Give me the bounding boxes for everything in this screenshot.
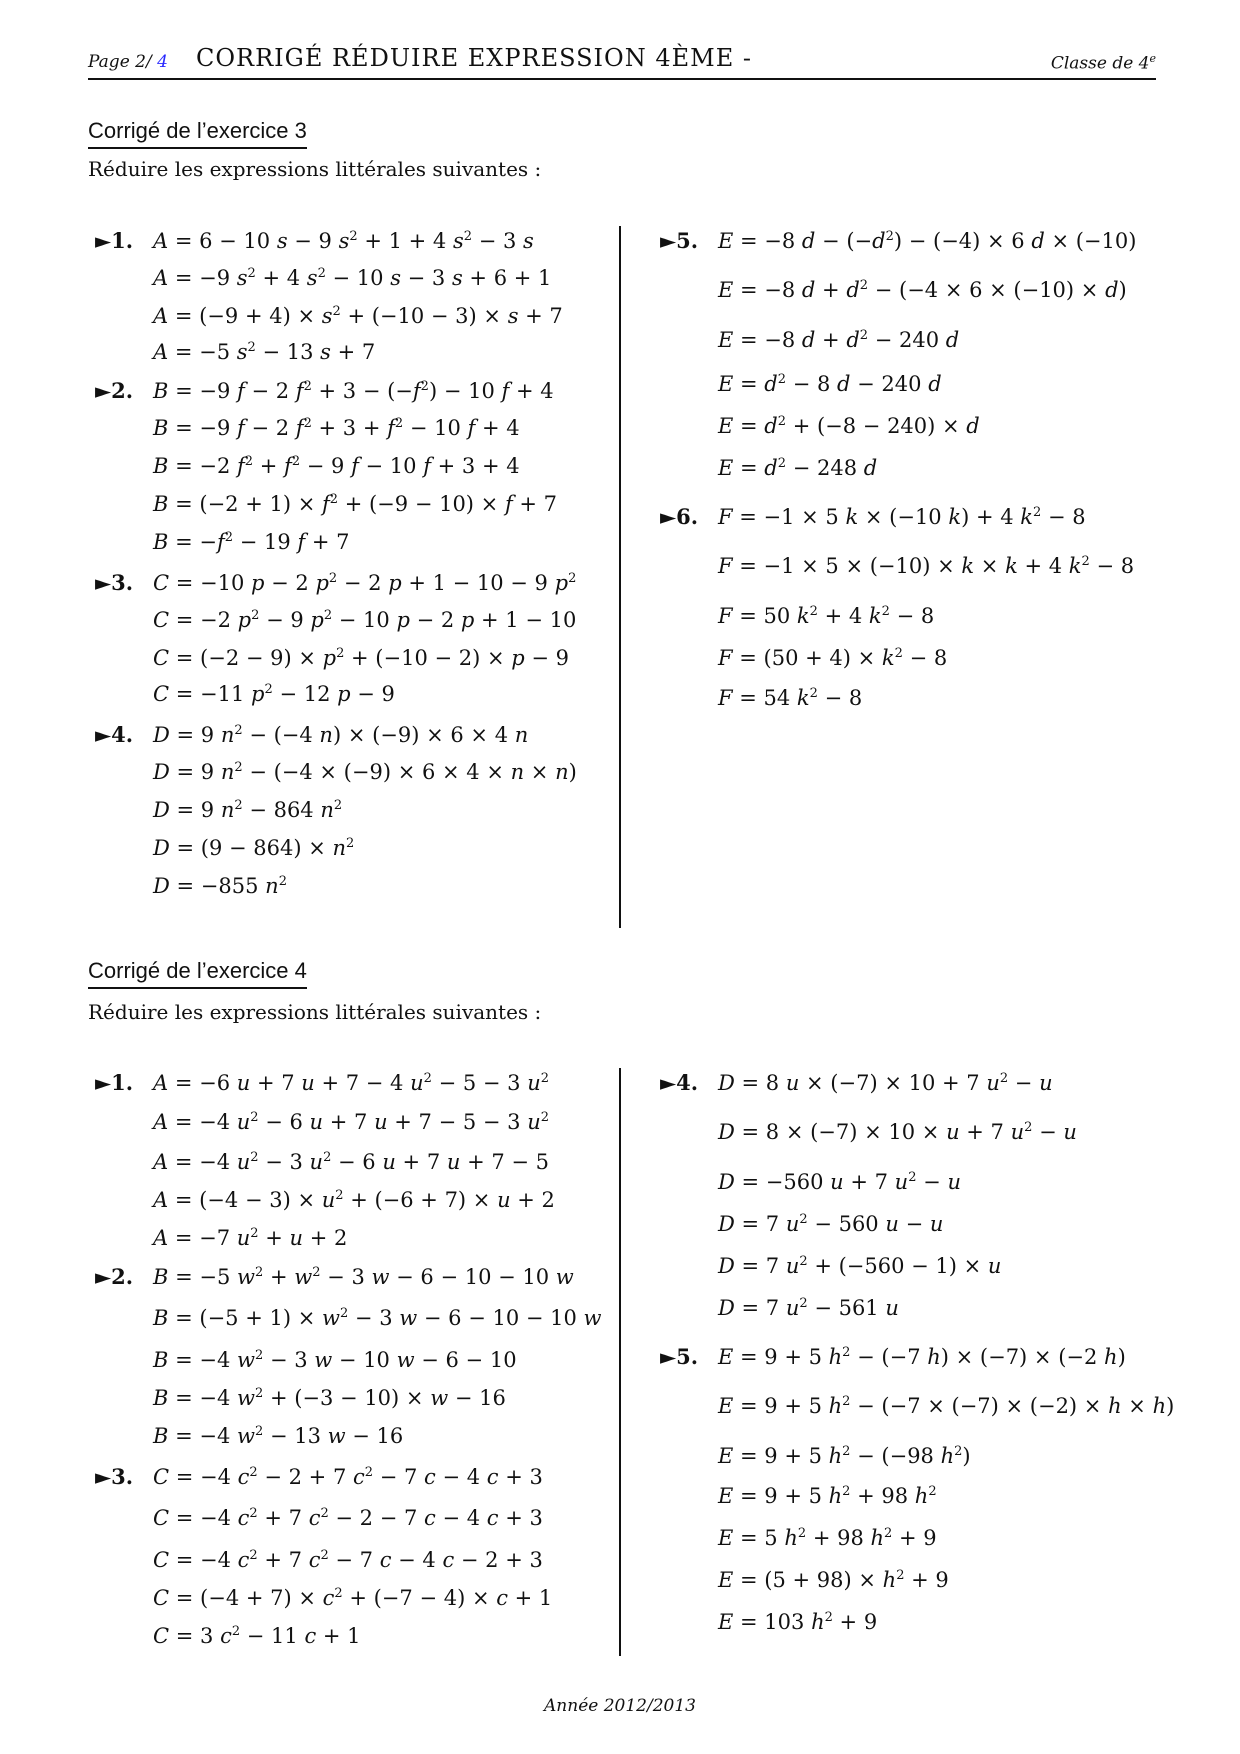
equation: $E = d^2 - 248$ d [718, 456, 878, 480]
question-number: ►6. [660, 504, 699, 529]
step-line [153, 304, 563, 328]
equation: C = −4 $c^2 + 7$ $c^2 - 2 - 7$ c − 4 c + 3 [153, 1506, 543, 1530]
question-number: ►2. [95, 378, 134, 403]
step-line [153, 1548, 543, 1572]
equation: E = 9 + 5 $h^2 - (-7$ h) × (−7) × (−2 h) [718, 1345, 1126, 1369]
equation: B = −9 f − 2 $f^2 + 3 + f^2 - 10$ f + 4 [153, 416, 520, 440]
step-line [718, 1212, 943, 1236]
equation: C = −4 $c^2 - 2 + 7$ $c^2 - 7$ c − 4 c + 3 [153, 1465, 543, 1489]
step-line [718, 604, 934, 628]
question-line [660, 1344, 1126, 1369]
step-line [718, 328, 959, 352]
step-line [153, 1110, 549, 1134]
question-number: ►2. [95, 1264, 134, 1289]
equation: $D = (9 - 864) \times n^2$ [153, 836, 355, 860]
question-line [95, 1264, 574, 1289]
question-line [95, 722, 528, 747]
equation: $F = (50 + 4) \times k^2 - 8$ [718, 646, 948, 670]
exercise-3-instruction: Réduire les expressions littérales suivantes : [88, 157, 542, 181]
equation: F = −1 × 5 k × (−10 k) + 4 $k^2 - 8$ [718, 505, 1086, 529]
equation: B = −5 $w^2 + w^2 - 3$ w − 6 − 10 − 10 w [153, 1265, 574, 1289]
equation: D = 9 $n^2 - 864$ $n^2$ [153, 798, 343, 822]
equation: B = −4 $w^2 - 3$ w − 10 w − 6 − 10 [153, 1348, 517, 1372]
step-line [718, 456, 877, 480]
step-line [718, 1120, 1077, 1144]
step-line [153, 1424, 403, 1448]
equation: C = −4 $c^2 + 7$ $c^2 - 7$ c − 4 c − 2 + 3 [153, 1548, 543, 1572]
step-line [153, 1386, 506, 1410]
step-line [153, 1306, 602, 1330]
step-line [153, 1506, 543, 1530]
step-line [718, 372, 942, 396]
equation: D = 8 × (−7) × 10 × u + 7 $u^2 - u$ [718, 1120, 1077, 1144]
question-number: ►4. [660, 1070, 699, 1095]
step-line [153, 416, 520, 440]
step-line [153, 1188, 555, 1212]
equation: B = −9 f − 2 $f^2 + 3 - (-f^2) - 10$ f + 4 [153, 379, 554, 403]
equation: D = −560 u + 7 $u^2 - u$ [718, 1170, 961, 1194]
step-line [153, 760, 577, 784]
question-line [95, 570, 576, 595]
step-line [718, 1568, 949, 1592]
column-divider [619, 226, 621, 928]
question-line [95, 228, 534, 253]
equation: C = −11 $p^2 - 12$ p − 9 [153, 682, 395, 706]
step-line [153, 454, 520, 478]
step-line [153, 266, 551, 290]
step-line [153, 874, 287, 898]
step-line [718, 1444, 971, 1468]
step-line [153, 798, 342, 822]
page-number: Page 2/ 4 [88, 52, 168, 72]
step-line [718, 554, 1134, 578]
equation: F = −1 × 5 × (−10) × k × k + 4 $k^2 - 8$ [718, 554, 1135, 578]
equation: E = −8 $d + d^2 - 240$ d [718, 328, 960, 352]
step-line [718, 278, 1127, 302]
step-line [718, 686, 862, 710]
exercise-3-title: Corrigé de l’exercice 3 [88, 118, 307, 149]
step-line [153, 836, 354, 860]
class-label: Classe de 4e [1050, 52, 1156, 74]
step-line [153, 340, 375, 364]
question-number: ►3. [95, 570, 134, 595]
column-divider [619, 1068, 621, 1656]
question-number: ►1. [95, 228, 134, 253]
question-line [660, 504, 1086, 529]
equation: B = −4 $w^2 - 13$ w − 16 [153, 1424, 404, 1448]
step-line [718, 1394, 1174, 1418]
step-line [718, 1254, 1001, 1278]
equation: $E = d^2 - 8$ d − 240 d [718, 372, 942, 396]
step-line [718, 1484, 937, 1508]
equation: $E = d^2 + (-8 - 240) \times d$ [718, 414, 980, 438]
equation: $B = -f^2 - 19$ f + 7 [153, 530, 350, 554]
step-line [718, 1170, 961, 1194]
step-line [153, 1226, 347, 1250]
step-line [153, 1150, 549, 1174]
equation: A = −9 $s^2 + 4$ $s^2 - 10$ s − 3 s + 6 + 1 [153, 266, 552, 290]
equation: A = 6 − 10 s − 9 $s^2 + 1 + 4$ $s^2 - 3$ s [153, 229, 534, 253]
step-line [718, 646, 947, 670]
equation: C = −2 $p^2 - 9$ $p^2 - 10$ p − 2 p + 1 − 10 [153, 608, 577, 632]
step-line [153, 1348, 517, 1372]
question-number: ►5. [660, 228, 699, 253]
equation: F = 50 $k^2 + 4$ $k^2 - 8$ [718, 604, 935, 628]
question-line [660, 1070, 1053, 1095]
step-line [153, 530, 349, 554]
step-line [718, 1296, 899, 1320]
equation: B = −2 $f^2 + f^2 - 9$ f − 10 f + 3 + 4 [153, 454, 520, 478]
equation: E = 103 $h^2 + 9$ [718, 1610, 878, 1634]
step-line [153, 1624, 361, 1648]
equation: B = −4 $w^2 + (-3 - 10) \times w - 16$ [153, 1386, 506, 1410]
step-line [153, 1586, 552, 1610]
equation: C = −10 p − 2 $p^2 - 2$ p + 1 − 10 − 9 $p^2$ [153, 571, 577, 595]
equation: D = 8 u × (−7) × 10 + 7 $u^2 - u$ [718, 1071, 1053, 1095]
step-line [718, 414, 980, 438]
equation: E = 9 + 5 $h^2 - (-7 \times (-7) \times (-2) \times h \times h)$ [718, 1394, 1175, 1418]
equation: D = 7 $u^2 + (-560 - 1) \times u$ [718, 1254, 1002, 1278]
page-header [88, 42, 1156, 80]
footer-year: Année 2012/2013 [544, 1696, 696, 1716]
question-number: ►4. [95, 722, 134, 747]
question-line [95, 378, 554, 403]
equation: A = −4 $u^2 - 6$ u + 7 u + 7 − 5 − 3 $u^2$ [153, 1110, 550, 1134]
equation: D = 9 $n^2 - (-4$ n) × (−9) × 6 × 4 n [153, 723, 529, 747]
question-line [95, 1070, 549, 1095]
step-line [153, 608, 576, 632]
step-line [153, 492, 557, 516]
equation: A = −4 $u^2 - 3$ $u^2 - 6$ u + 7 u + 7 − 5 [153, 1150, 550, 1174]
equation: D = 9 $n^2 - (-4 \times (-9) \times 6 \times 4 \times n \times n)$ [153, 760, 577, 784]
equation: D = 7 $u^2 - 561$ u [718, 1296, 899, 1320]
exercise-4-instruction: Réduire les expressions littérales suivantes : [88, 1000, 542, 1024]
document-title: CORRIGÉ RÉDUIRE EXPRESSION 4ÈME - [196, 44, 752, 72]
equation: $B = (-5 + 1) \times w^2 - 3$ w − 6 − 10 − 10 w [153, 1306, 602, 1330]
equation: D = −855 $n^2$ [153, 874, 287, 898]
step-line [153, 646, 569, 670]
equation: E = −8 $d - (-d^2) - (-4) \times 6$ d × (−10) [718, 229, 1137, 253]
equation: $B = (-2 + 1) \times f^2 + (-9 - 10) \times f + 7$ [153, 492, 558, 516]
equation: E = 9 + 5 $h^2 + 98$ $h^2$ [718, 1484, 937, 1508]
equation: E = −8 $d + d^2 - (-4 \times 6 \times (-10) \times d)$ [718, 278, 1127, 302]
equation: $C = (-2 - 9) \times p^2 + (-10 - 2) \times p - 9$ [153, 646, 570, 670]
step-line [718, 1610, 877, 1634]
exercise-4-title: Corrigé de l’exercice 4 [88, 958, 307, 989]
equation: $E = (5 + 98) \times h^2 + 9$ [718, 1568, 949, 1592]
equation: D = 7 $u^2 - 560$ u − u [718, 1212, 944, 1236]
equation: $C = (-4 + 7) \times c^2 + (-7 - 4) \times c + 1$ [153, 1586, 553, 1610]
equation: $A = (-4 - 3) \times u^2 + (-6 + 7) \times u + 2$ [153, 1188, 555, 1212]
equation: A = −5 $s^2 - 13$ s + 7 [153, 340, 376, 364]
equation: $A = (-9 + 4) \times s^2 + (-10 - 3) \times s + 7$ [153, 304, 563, 328]
equation: E = 9 + 5 $h^2 - (-98$ $h^2$) [718, 1444, 971, 1468]
equation: A = −6 u + 7 u + 7 − 4 $u^2 - 5 - 3$ $u^2$ [153, 1071, 550, 1095]
step-line [718, 1526, 937, 1550]
question-number: ►1. [95, 1070, 134, 1095]
equation: C = 3 $c^2 - 11$ c + 1 [153, 1624, 361, 1648]
question-number: ►3. [95, 1464, 134, 1489]
equation: E = 5 $h^2 + 98$ $h^2 + 9$ [718, 1526, 937, 1550]
question-line [660, 228, 1136, 253]
step-line [153, 682, 395, 706]
equation: F = 54 $k^2 - 8$ [718, 686, 863, 710]
equation: A = −7 $u^2 + u + 2$ [153, 1226, 348, 1250]
question-line [95, 1464, 543, 1489]
question-number: ►5. [660, 1344, 699, 1369]
